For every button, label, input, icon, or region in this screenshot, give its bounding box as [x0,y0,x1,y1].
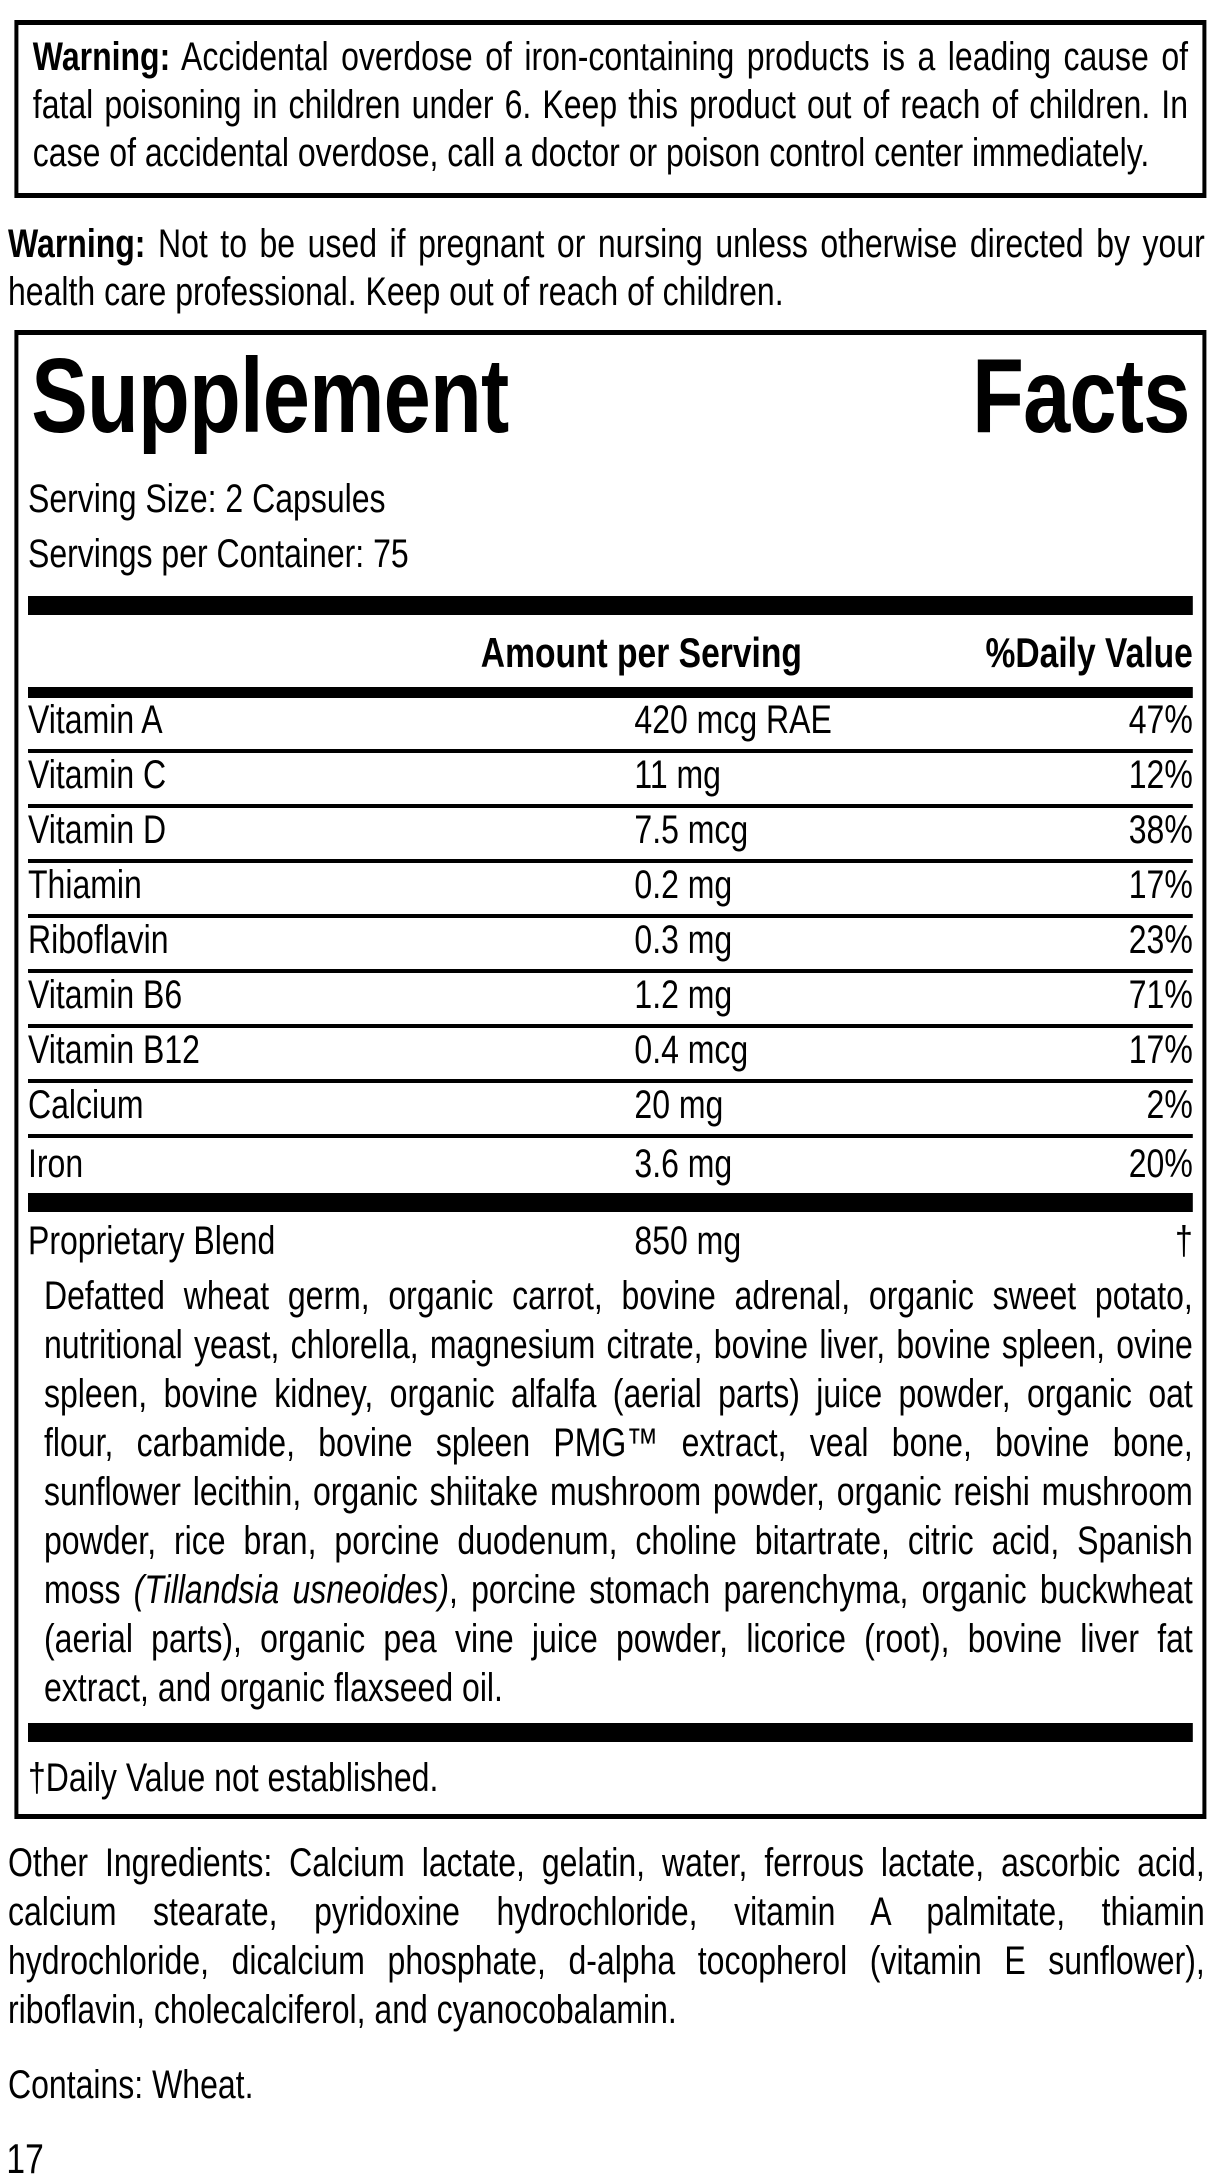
nutrient-amount: 0.3 mg [634,918,733,963]
daily-value-header: %Daily Value [985,629,1193,677]
warning-label: Warning: [32,35,171,79]
nutrient-amount: 20 mg [634,1083,724,1128]
header-rule [28,687,1193,698]
blend-latin-name: (Tillandsia usneoides) [133,1568,450,1613]
page-number: 17 [6,2135,44,2183]
nutrient-name: Proprietary Blend [28,1219,276,1264]
nutrient-row-vitamin-b6 [28,973,1193,1028]
nutrient-amount: 1.2 mg [634,973,733,1018]
blend-description [44,1272,1193,1713]
serving-size: Serving Size: 2 Capsules [28,477,386,522]
nutrient-daily-value: 17% [1128,1028,1193,1073]
divider-bar-bottom [28,1723,1193,1742]
divider-bar-top [28,596,1193,615]
nutrient-amount: 420 mcg RAE [634,698,832,743]
nutrient-row-vitamin-c [28,753,1193,808]
nutrient-name: Vitamin A [28,698,163,743]
nutrient-daily-value: 20% [1128,1142,1193,1187]
nutrient-daily-value: 47% [1128,698,1193,743]
nutrient-name: Calcium [28,1083,144,1128]
nutrient-row-iron [28,1138,1193,1193]
nutrient-row-thiamin [28,863,1193,918]
other-ingredients: Other Ingredients: Calcium lactate, gelatin, water, ferrous lactate, ascorbic acid, calcium stearate, pyridoxine hydrochloride, vitamin A palmitate, thiamin hydrochloride, dicalcium phosphate, d-alpha tocopherol (vitamin E sunflower), riboflavin, cholecalciferol, and cyanocobalamin. [8,1841,1205,2033]
label-content [0,20,1214,2183]
warning-body: Accidental overdose of iron-containing products is a leading cause of fatal poisoning in children under 6. Keep this product out of reach of children. In case of accidental overdose, call a doctor or poison control center immediately. [32,35,1189,175]
nutrient-name: Riboflavin [28,918,169,963]
daily-value-footnote: †Daily Value not established. [28,1756,439,1801]
blend-text-end: , porcine stomach parenchyma, organic buckwheat (aerial parts), organic pea vine juice powder, licorice (root), bovine liver fat extract, and organic flaxseed oil. [44,1568,1193,1711]
proprietary-blend-row [28,1212,1193,1270]
warning-label: Warning: [8,222,146,266]
nutrient-daily-value: 71% [1128,973,1193,1018]
supplement-facts-panel [14,330,1206,1819]
nutrient-amount: 3.6 mg [634,1142,733,1187]
nutrient-daily-value: 17% [1128,863,1193,908]
supplement-facts-title [31,337,1190,455]
nutrient-amount: 0.2 mg [634,863,733,908]
nutrient-name: Vitamin B6 [28,973,183,1018]
nutrient-name: Vitamin D [28,808,167,853]
nutrient-daily-value: 38% [1128,808,1193,853]
title-word-supplement: Supplement [31,337,509,455]
nutrient-name: Vitamin B12 [28,1028,200,1073]
nutrient-amount: 7.5 mcg [634,808,749,853]
blend-text-start: Defatted wheat germ, organic carrot, bovine adrenal, organic sweet potato, nutritional yeast, chlorella, magnesium citrate, bovine liver, bovine spleen, ovine spleen, bovine kidney, organic alfalfa (aerial parts) juice powder, organic oat flour, carbamide, bovine spleen PMG™ extract, veal bone, bovine bone, sunflower lecithin, organic shiitake mushroom powder, organic reishi mushroom powder, rice bran, porcine duodenum, choline bitartrate, citric acid, Spanish moss [44,1274,1193,1613]
warning-body: Not to be used if pregnant or nursing unless otherwise directed by your health care professional. Keep out of reach of children. [8,222,1205,314]
nutrient-amount: 11 mg [634,753,721,798]
servings-per-container: Servings per Container: 75 [28,532,409,577]
nutrient-name: Vitamin C [28,753,167,798]
warning-boxed-text [33,33,1188,177]
warning-box [14,20,1206,198]
amount-per-serving-header: Amount per Serving [480,629,802,677]
divider-bar-middle [28,1193,1193,1212]
nutrient-amount: 0.4 mcg [634,1028,749,1073]
nutrient-row-riboflavin [28,918,1193,973]
nutrient-amount: 850 mg [634,1219,742,1264]
nutrient-row-vitamin-b12 [28,1028,1193,1083]
contains-statement: Contains: Wheat. [8,2063,254,2108]
title-word-facts: Facts [972,337,1190,455]
nutrient-daily-value: 23% [1128,918,1193,963]
column-header-row [28,615,1193,687]
nutrient-name: Iron [28,1142,84,1187]
nutrient-daily-value: 12% [1128,753,1193,798]
supplement-label-page [0,20,1214,2183]
nutrient-name: Thiamin [28,863,142,908]
nutrient-row-vitamin-a [28,698,1193,753]
dagger-symbol: † [1175,1219,1193,1264]
nutrient-daily-value: 2% [1146,1083,1193,1128]
nutrient-row-calcium [28,1083,1193,1138]
nutrient-row-vitamin-d [28,808,1193,863]
warning-unboxed-text [8,220,1205,316]
